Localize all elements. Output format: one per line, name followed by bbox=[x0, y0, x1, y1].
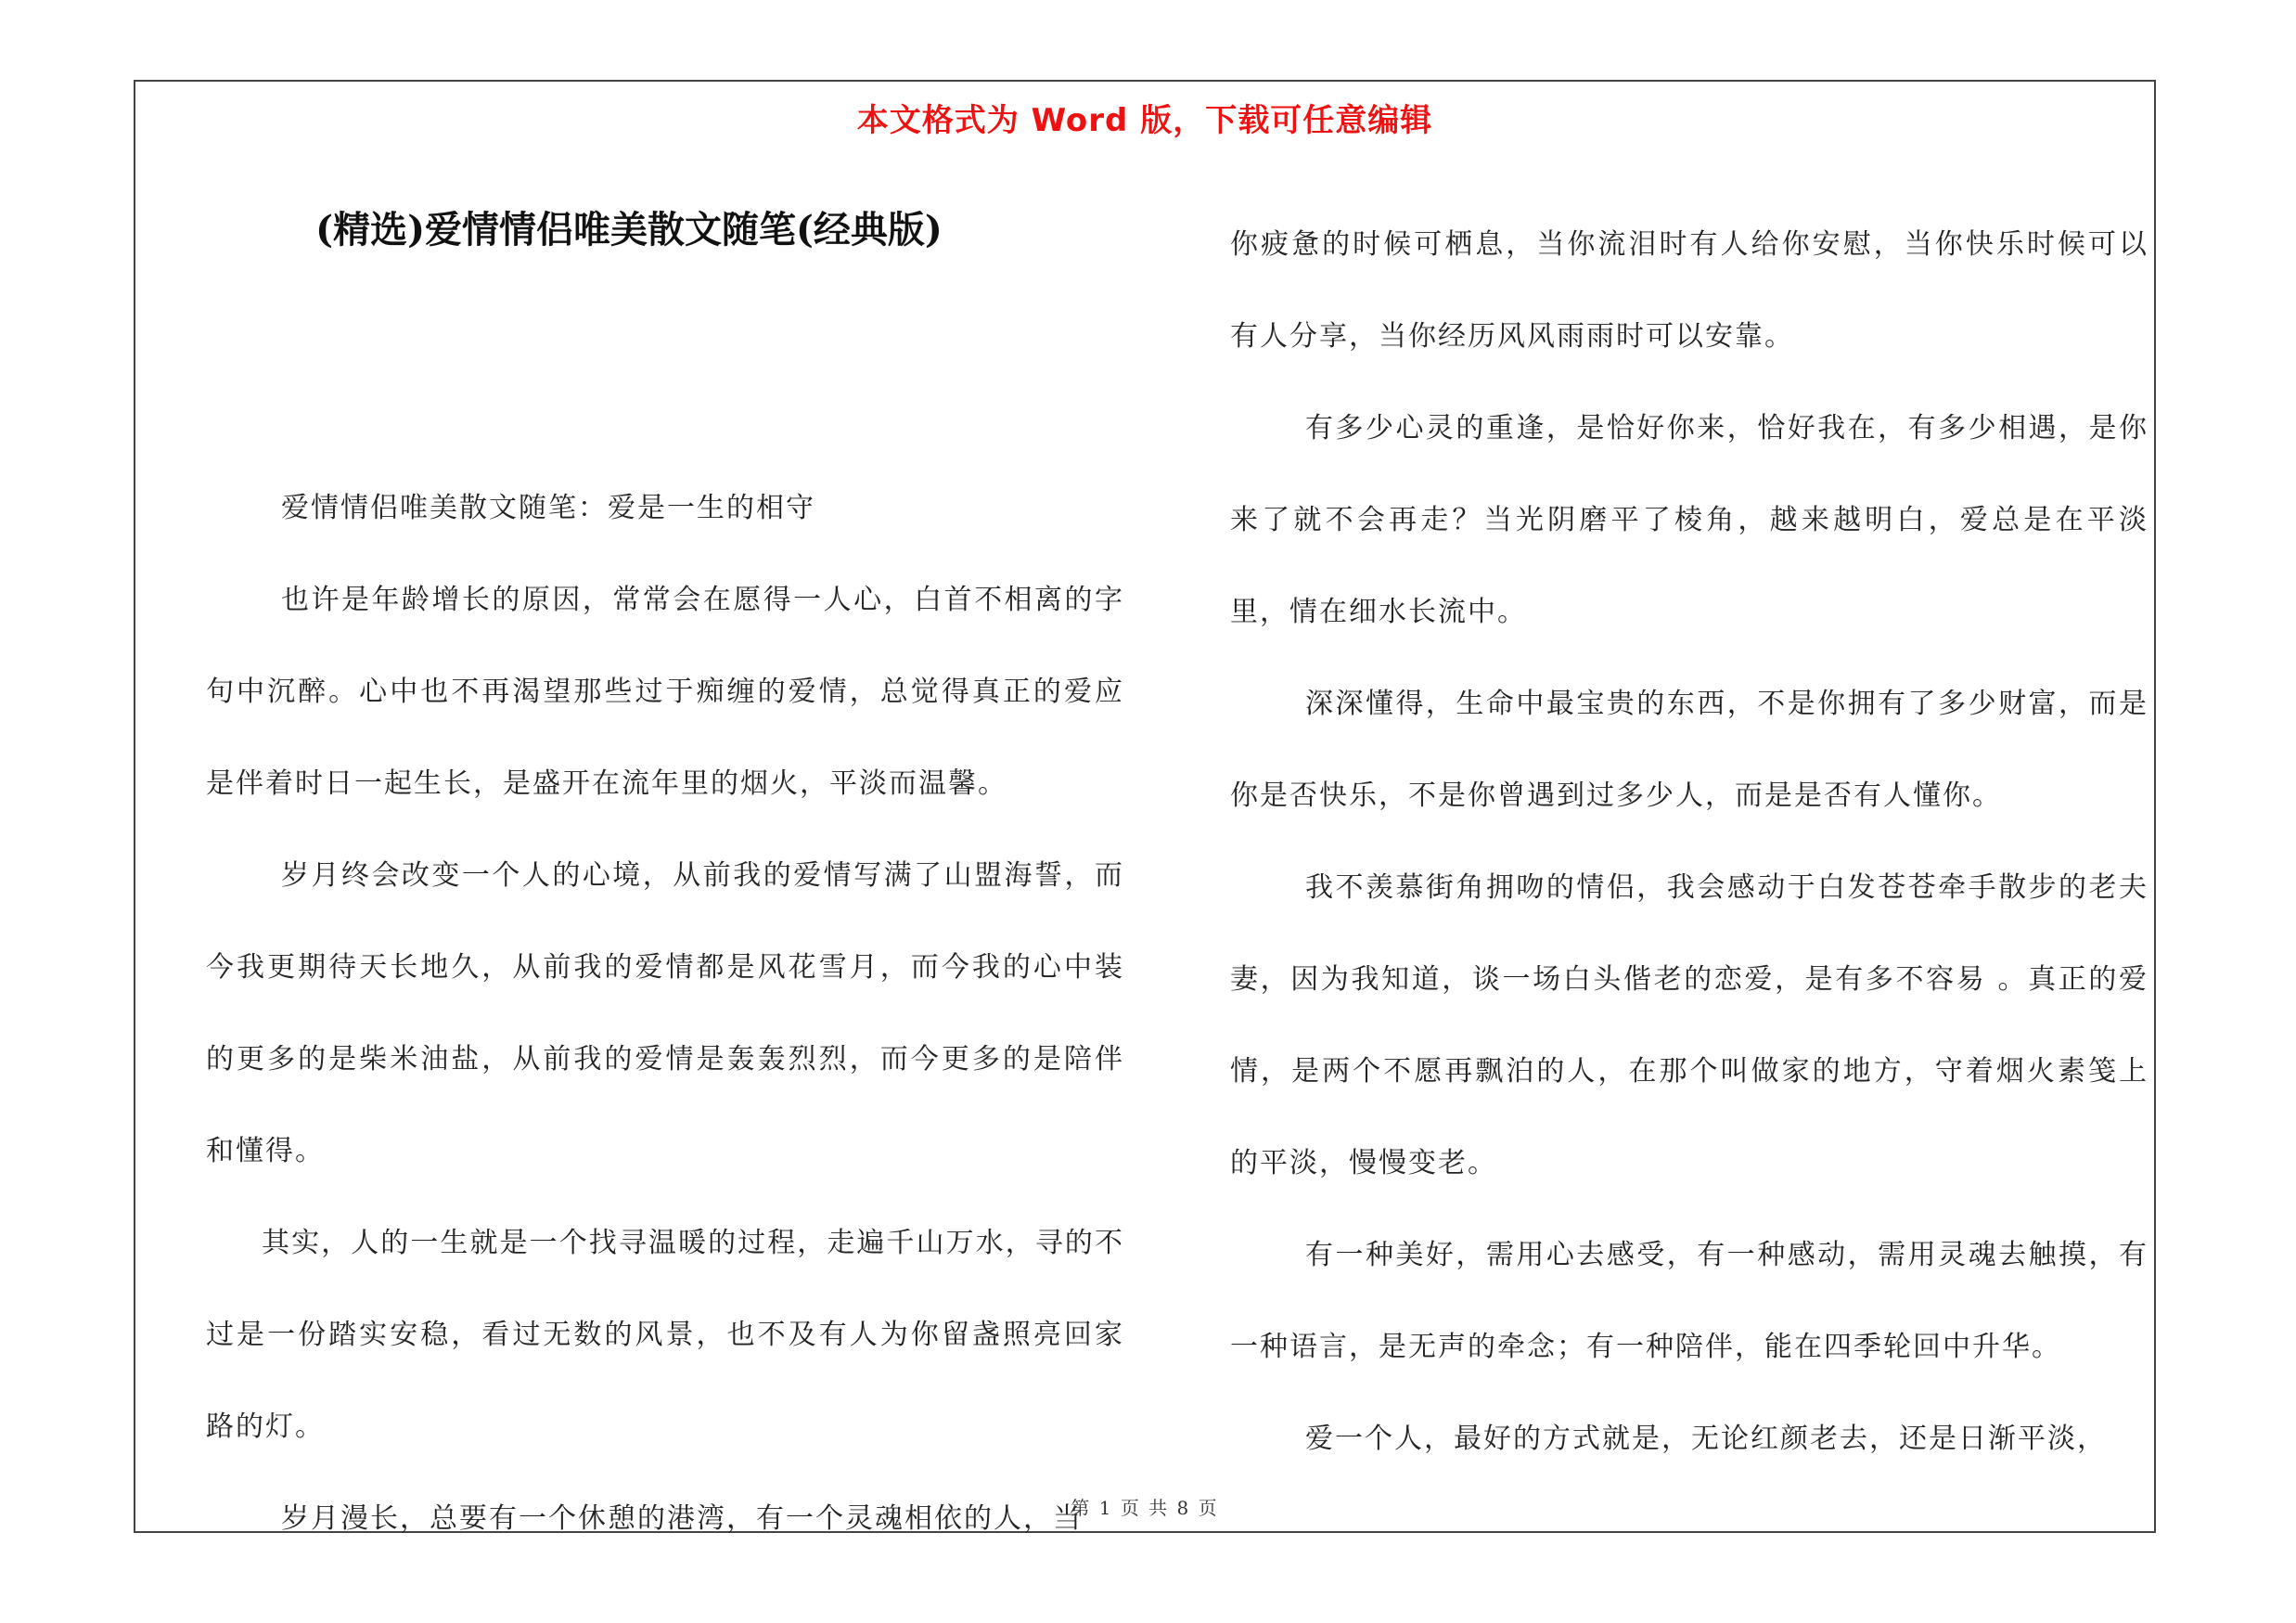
left-column bbox=[206, 462, 1124, 1565]
page-indicator: 第 1 页 共 8 页 bbox=[1071, 1497, 1219, 1519]
format-notice-header: 本文格式为 Word 版，下载可任意编辑 bbox=[856, 102, 1433, 139]
paragraph: 岁月漫长，总要有一个休憩的港湾，有一个灵魂相依的人，当 bbox=[281, 1502, 1083, 1535]
paragraph: 也许是年龄增长的原因，常常会在愿得一人心，白首不相离的字句中沉醉。心中也不再渴望那些过于痴缠的爱情，总觉得真正的爱应是伴着时日一起生长，是盛开在流年里的烟火，平淡而温馨。 bbox=[206, 584, 1124, 800]
paragraph-subtitle: 爱情情侣唯美散文随笔：爱是一生的相守 bbox=[281, 492, 815, 524]
document-title: (精选)爱情情侣唯美散文随笔(经典版) bbox=[315, 208, 943, 251]
page-frame bbox=[134, 80, 2156, 1533]
paragraph: 岁月终会改变一个人的心境，从前我的爱情写满了山盟海誓，而今我更期待天长地久，从前我的爱情都是风花雪月，而今我的心中装的更多的是柴米油盐，从前我的爱情是轰轰烈烈，而今更多的是陪伴和懂得。 bbox=[206, 859, 1124, 1167]
right-column bbox=[1230, 199, 2148, 1485]
paragraph-continued: 你疲惫的时候可栖息，当你流泪时有人给你安慰，当你快乐时候可以有人分享，当你经历风风雨雨时可以安靠。 bbox=[1230, 228, 2148, 353]
paragraph: 我不羡慕街角拥吻的情侣，我会感动于白发苍苍牵手散步的老夫妻，因为我知道，谈一场白头偕老的恋爱，是有多不容易 。真正的爱情，是两个不愿再飘泊的人，在那个叫做家的地方，守着烟火素笺上的平淡，慢慢变老。 bbox=[1230, 871, 2148, 1179]
paragraph: 其实，人的一生就是一个找寻温暖的过程，走遍千山万水，寻的不过是一份踏实安稳，看过无数的风景，也不及有人为你留盏照亮回家路的灯。 bbox=[206, 1227, 1124, 1443]
paragraph: 爱一个人，最好的方式就是，无论红颜老去，还是日渐平淡， bbox=[1305, 1423, 2107, 1455]
paragraph: 有一种美好，需用心去感受，有一种感动，需用灵魂去触摸，有一种语言，是无声的牵念；有一种陪伴，能在四季轮回中升华。 bbox=[1230, 1239, 2148, 1363]
paragraph: 有多少心灵的重逢，是恰好你来，恰好我在，有多少相遇，是你来了就不会再走？当光阴磨平了棱角，越来越明白，爱总是在平淡里，情在细水长流中。 bbox=[1230, 412, 2148, 628]
paragraph: 深深懂得，生命中最宝贵的东西，不是你拥有了多少财富，而是你是否快乐，不是你曾遇到过多少人，而是是否有人懂你。 bbox=[1230, 688, 2148, 812]
